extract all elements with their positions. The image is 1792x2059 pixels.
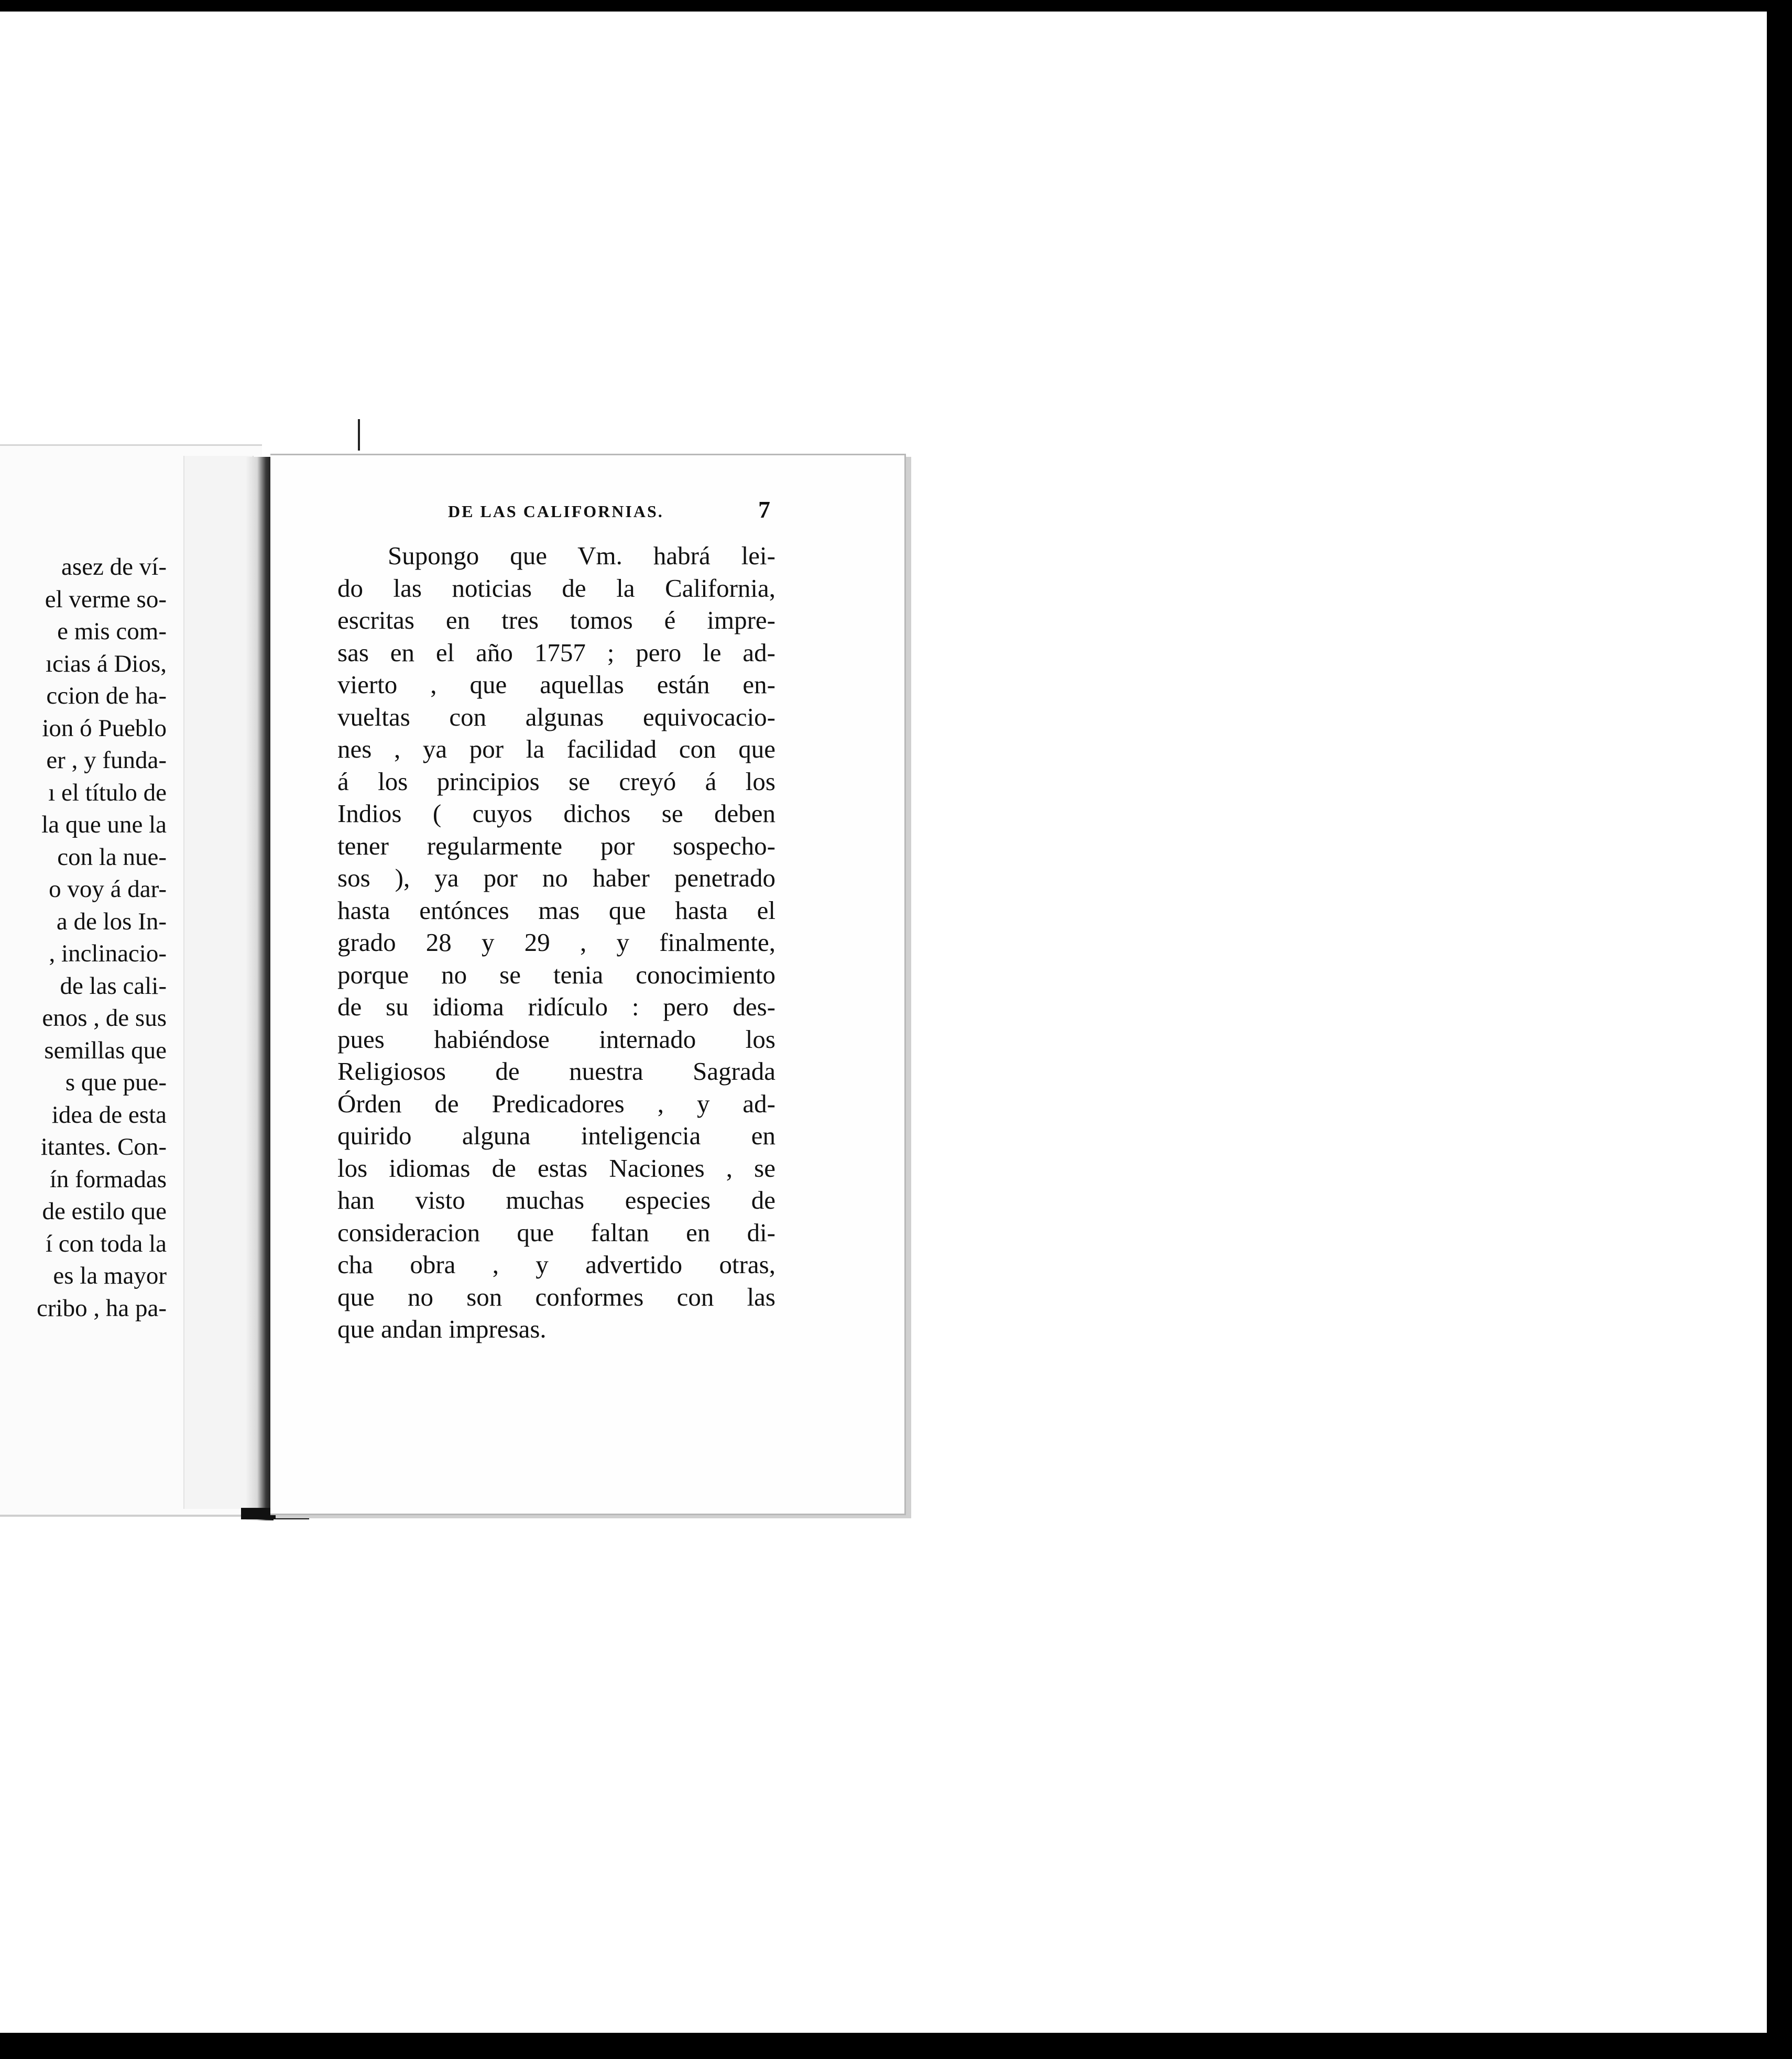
running-head: DE LAS CALIFORNIAS.	[448, 502, 664, 521]
text-line: sas en el año 1757 ; pero le ad-	[337, 638, 775, 667]
text-line: pues habiéndose internado los	[337, 1024, 775, 1054]
left-line: , inclinacio-	[49, 940, 167, 967]
text-line: tener regularmente por sospecho-	[337, 831, 775, 860]
text-line: Supongo que Vm. habrá lei-	[388, 541, 775, 570]
text-line: cha obra , y advertido otras,	[337, 1250, 775, 1279]
text-line: Indios ( cuyos dichos se deben	[337, 799, 775, 828]
left-line: asez de ví-	[61, 553, 167, 581]
text-line: que andan impresas.	[337, 1315, 547, 1343]
left-line: s que pue-	[65, 1069, 167, 1096]
left-line: ıcias á Dios,	[45, 650, 167, 677]
text-line: á los principios se creyó á los	[337, 766, 775, 796]
left-line: ion ó Pueblo	[42, 714, 167, 742]
right-page-text	[337, 540, 775, 1345]
left-line: a de los In-	[56, 907, 167, 935]
text-line: grado 28 y 29 , y finalmente,	[337, 928, 775, 957]
left-line: e mis com-	[57, 618, 167, 645]
text-line: do las noticias de la California,	[337, 573, 775, 603]
left-line: itantes. Con-	[40, 1133, 167, 1160]
text-line: quirido alguna inteligencia en	[337, 1121, 775, 1150]
text-line: que no son conformes con las	[337, 1282, 775, 1311]
left-line: con la nue-	[57, 843, 167, 871]
text-line: consideracion que faltan en di-	[337, 1218, 775, 1247]
text-line: Órden de Predicadores , y ad-	[337, 1089, 775, 1118]
text-line: nes , ya por la facilidad con que	[337, 735, 775, 763]
left-page-fore-edge	[183, 456, 254, 1509]
left-page-text	[0, 551, 167, 1324]
left-line: ccion de ha-	[46, 682, 167, 709]
left-line: semillas que	[44, 1036, 167, 1064]
left-line: er , y funda-	[46, 747, 167, 774]
text-line: han visto muchas especies de	[337, 1186, 775, 1214]
text-line: escritas en tres tomos é impre-	[337, 606, 775, 634]
text-line: vierto , que aquellas están en-	[337, 670, 775, 699]
page-number: 7	[758, 496, 770, 523]
left-line: la que une la	[41, 811, 167, 838]
left-line: cribo , ha pa-	[37, 1294, 167, 1322]
left-line: o voy á dar-	[49, 875, 167, 903]
left-line: el verme so-	[45, 585, 167, 613]
left-line: í con toda la	[45, 1230, 167, 1257]
left-line: de las cali-	[60, 972, 167, 1000]
left-line: idea de esta	[51, 1101, 167, 1129]
scan-border-right	[1767, 0, 1792, 2059]
left-line: de estilo que	[42, 1198, 167, 1225]
left-line: enos , de sus	[42, 1004, 167, 1032]
text-line: de su idioma ridículo : pero des-	[337, 992, 775, 1021]
paper-mark	[358, 419, 360, 451]
scan-border-bottom	[0, 2033, 1792, 2059]
left-line: ı el título de	[48, 779, 167, 806]
text-line: hasta entónces mas que hasta el	[337, 895, 775, 925]
left-line: es la mayor	[53, 1262, 167, 1289]
left-line: ín formadas	[49, 1165, 167, 1193]
text-line: sos ), ya por no haber penetrado	[337, 863, 775, 892]
book-gutter	[246, 457, 274, 1520]
text-line: los idiomas de estas Naciones , se	[337, 1153, 775, 1182]
text-line: Religiosos de nuestra Sagrada	[337, 1057, 775, 1086]
text-line: porque no se tenia conocimiento	[337, 960, 775, 989]
text-line: vueltas con algunas equivocacio-	[337, 702, 775, 731]
